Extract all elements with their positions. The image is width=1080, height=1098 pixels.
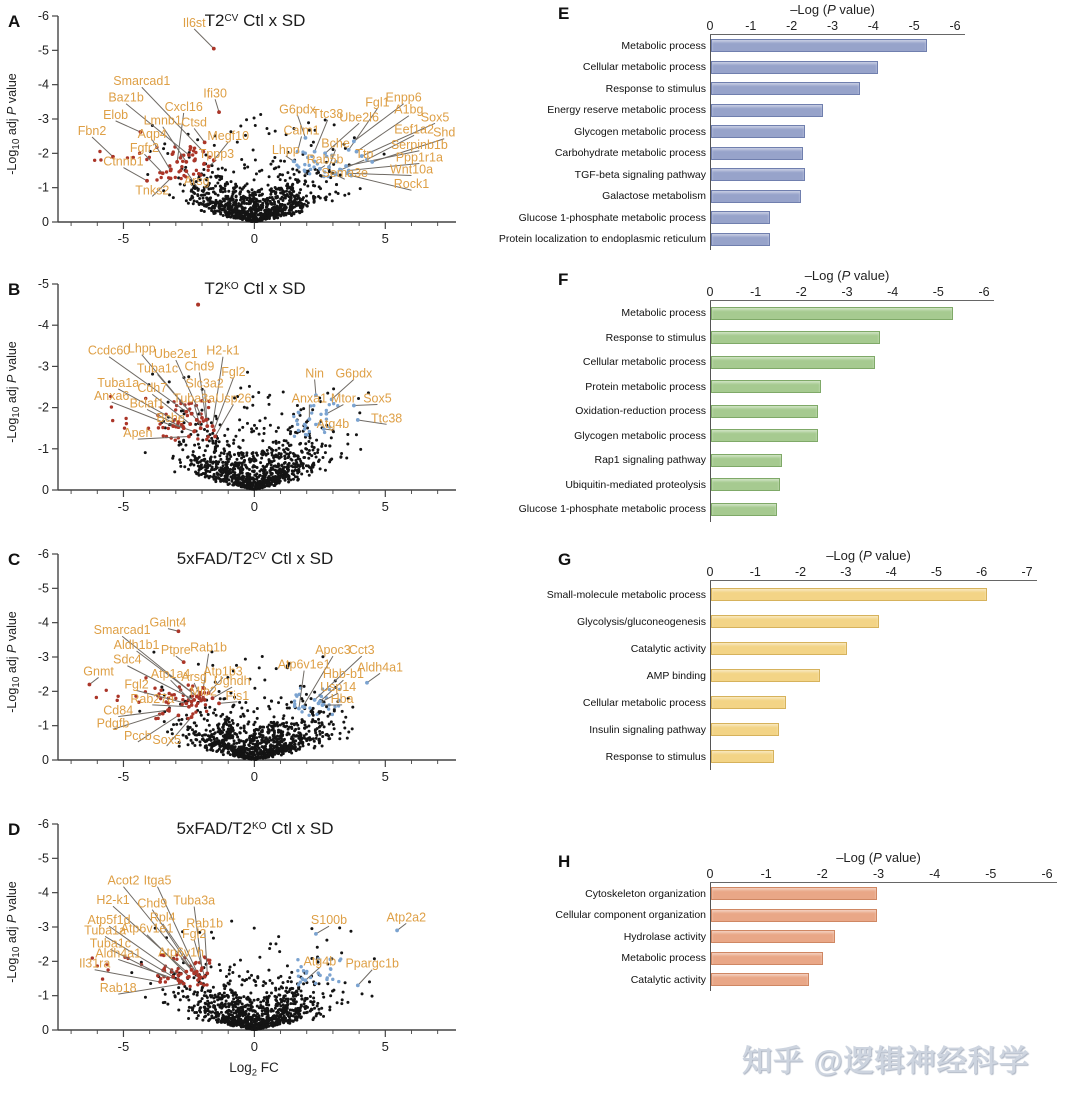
gene-label: Fgl2 xyxy=(124,677,149,692)
gene-label: Ppp1r1a xyxy=(395,150,443,165)
category-label: Ubiquitin-mediated proteolysis xyxy=(565,478,706,491)
gene-label: Atp1b3 xyxy=(203,664,243,679)
bar-row xyxy=(500,424,1080,449)
bar xyxy=(711,973,809,986)
x-tick-label: -5 xyxy=(117,769,130,784)
gene-label: Fbn2 xyxy=(77,124,107,139)
bar-tick-label: -4 xyxy=(929,867,941,881)
category-label: Metabolic process xyxy=(621,307,706,320)
y-tick-label: -3 xyxy=(37,112,49,126)
category-label: Glycolysis/gluconeogenesis xyxy=(577,615,706,628)
bar-axis-title: –Log (P value) xyxy=(836,850,921,865)
gene-label: Ccdc60 xyxy=(87,343,131,358)
bar-tick-label: -6 xyxy=(978,285,990,299)
bar-panel-F xyxy=(500,268,1080,522)
x-tick-label: 5 xyxy=(381,231,389,246)
bar-row xyxy=(500,57,1080,79)
gene-label: Pdgfb xyxy=(96,716,130,731)
gene-label: Acot2 xyxy=(107,873,140,888)
gene-label: Tuba1a xyxy=(84,923,127,938)
gene-label: Aldh4a1 xyxy=(357,660,404,675)
bar-tick-label: -2 xyxy=(786,19,798,33)
panel-letter: D xyxy=(8,820,21,839)
bar-tick-label: -5 xyxy=(908,19,920,33)
y-tick-label: -2 xyxy=(37,146,49,161)
gene-label: Ughdh xyxy=(213,674,251,689)
gene-label: Apeh xyxy=(123,426,153,441)
gene-label: Sox5 xyxy=(363,391,392,406)
y-tick-label: 0 xyxy=(42,215,49,229)
category-label: Response to stimulus xyxy=(605,82,706,95)
bar-axis-title: –Log (P value) xyxy=(804,268,890,283)
category-label: Metabolic process xyxy=(621,39,706,52)
gene-label: Tnks2 xyxy=(135,183,170,198)
gene-label: Il31ra xyxy=(79,956,111,971)
gene-label: Usp26 xyxy=(215,391,252,406)
bar-row xyxy=(500,969,1080,991)
gene-label: Wnt10a xyxy=(389,162,434,177)
bar-tick-label: -5 xyxy=(930,565,942,579)
gene-label: Atp6v1h xyxy=(158,945,205,960)
gene-label: Ppargc1b xyxy=(345,956,399,971)
category-label: AMP binding xyxy=(646,669,706,682)
gene-label: Cd84 xyxy=(103,703,134,718)
gene-label: G6pdx xyxy=(335,366,373,381)
category-label: Cellular component organization xyxy=(555,909,706,922)
bar xyxy=(711,478,780,491)
gene-label: Atp5f1d xyxy=(87,913,131,928)
y-tick-label: -1 xyxy=(37,988,49,1003)
gene-label: Apoc3 xyxy=(315,643,351,658)
gene-label: Eef1a2 xyxy=(394,122,434,137)
bar xyxy=(711,356,875,369)
gene-label: Il6st xyxy=(182,15,206,30)
bar xyxy=(711,588,987,601)
y-tick-label: -2 xyxy=(37,400,49,415)
x-tick-label: 5 xyxy=(381,1039,389,1054)
bar xyxy=(711,952,823,965)
bar-tick-label: -3 xyxy=(872,867,885,881)
bar xyxy=(711,454,782,467)
y-axis-label: -Log$_{10}$ adj P value xyxy=(5,341,22,443)
y-tick-label: -3 xyxy=(37,920,49,934)
bar xyxy=(711,39,927,52)
gene-label: Atg4b xyxy=(316,417,350,432)
bar-tick-label: -2 xyxy=(795,285,807,299)
bar xyxy=(711,887,877,900)
gene-label: Tuba1c xyxy=(136,361,179,376)
category-label: Cellular metabolic process xyxy=(582,696,706,709)
y-tick-label: -6 xyxy=(37,817,49,831)
gene-label: Rab1b xyxy=(190,640,227,655)
y-tick-label: -2 xyxy=(37,684,49,699)
bar-tick-label: -6 xyxy=(1041,867,1053,881)
bar xyxy=(711,405,818,418)
category-label: Glycogen metabolic process xyxy=(574,429,706,442)
bar-tick-label: -2 xyxy=(816,867,828,881)
gene-label: Enpp6 xyxy=(385,90,422,105)
category-label: Catalytic activity xyxy=(630,642,706,655)
gene-label: Usp14 xyxy=(320,680,357,695)
bar-row xyxy=(500,608,1080,635)
panel-letter: H xyxy=(558,852,571,871)
gene-label: Chd9 xyxy=(137,896,168,911)
gene-label: Rab18 xyxy=(99,981,137,996)
category-label: Carbohydrate metabolic process xyxy=(554,147,706,160)
panel-letter: E xyxy=(558,4,570,23)
bar-tick-label: -5 xyxy=(985,867,997,881)
gene-label: Rock1 xyxy=(393,177,430,192)
gene-label: Mtor xyxy=(330,391,356,406)
y-tick-label: -5 xyxy=(37,851,49,866)
bar-row xyxy=(500,883,1080,905)
bar-row xyxy=(500,143,1080,165)
gene-label: Serpinb1b xyxy=(390,137,448,152)
gene-label: Ube2e1 xyxy=(153,347,198,362)
gene-label: Bclaf1 xyxy=(129,396,165,411)
bar-row xyxy=(500,78,1080,100)
bar xyxy=(711,211,770,224)
gene-label: Ptpre xyxy=(160,643,191,658)
bar-row xyxy=(500,716,1080,743)
gene-label: Hba xyxy=(330,691,354,706)
y-tick-label: 0 xyxy=(42,753,49,767)
category-label: Cellular metabolic process xyxy=(582,356,706,369)
y-tick-label: -5 xyxy=(37,277,49,291)
gene-label: Nin xyxy=(305,366,324,381)
bar-axis-title: –Log (P value) xyxy=(826,548,911,563)
y-tick-label: -3 xyxy=(37,650,49,664)
x-axis-label: Log$_2$ FC xyxy=(229,1060,279,1079)
bar xyxy=(711,750,774,763)
gene-label: Fgl1 xyxy=(365,95,390,110)
bar-tick-label: -3 xyxy=(826,19,839,33)
gene-label: Ctsd xyxy=(181,115,208,130)
gene-label: Atp1a4 xyxy=(150,667,191,682)
bar-row xyxy=(500,164,1080,186)
bar xyxy=(711,503,777,516)
panel-letter: G xyxy=(558,550,572,569)
gene-label: Atp6v1e1 xyxy=(277,657,331,672)
bar xyxy=(711,642,847,655)
x-tick-label: 5 xyxy=(381,769,389,784)
y-tick-label: -4 xyxy=(37,885,49,900)
gene-label: Tppp3 xyxy=(198,147,235,162)
bar-tick-label: 0 xyxy=(706,19,714,33)
gene-label: Ttc38 xyxy=(312,106,344,121)
gene-label: Galnt4 xyxy=(149,615,187,630)
bar-row xyxy=(500,301,1080,326)
category-label: Oxidation-reduction process xyxy=(575,405,706,418)
y-tick-label: -3 xyxy=(37,359,49,374)
bar-tick-label: -7 xyxy=(1021,565,1033,579)
y-axis-label: -Log$_{10}$ adj P value xyxy=(5,881,22,983)
gene-label: Arsg xyxy=(181,669,208,684)
bar xyxy=(711,190,801,203)
bar-tick-label: -1 xyxy=(745,19,757,33)
gene-label: H2-k1 xyxy=(96,893,130,908)
bar-tick-label: -1 xyxy=(750,285,762,299)
gene-label: Atp2a2 xyxy=(386,910,427,925)
bar-tick-label: 0 xyxy=(706,565,714,579)
gene-label: Elob xyxy=(103,107,129,122)
y-axis-label: -Log$_{10}$ adj P value xyxy=(5,73,22,175)
bar-tick-label: -5 xyxy=(932,285,944,299)
panel-title: $T2^{CV}$ Ctl x SD xyxy=(204,11,306,30)
gene-label: G6pdx xyxy=(279,102,317,117)
category-label: Rap1 signaling pathway xyxy=(594,454,706,467)
gene-label: Fis1 xyxy=(225,688,250,703)
gene-label: Gnmt xyxy=(83,664,114,679)
category-label: Glycogen metabolic process xyxy=(574,125,706,138)
bar-panel-G xyxy=(500,548,1080,770)
bar xyxy=(711,125,805,138)
gene-label: Sdc4 xyxy=(113,652,142,667)
bar xyxy=(711,104,823,117)
gene-label: Anxa6 xyxy=(93,389,130,404)
category-label: Glucose 1-phosphate metabolic process xyxy=(518,211,706,224)
category-label: Cellular metabolic process xyxy=(582,61,706,74)
gene-label: Lmnb1 xyxy=(143,113,182,128)
y-tick-label: -6 xyxy=(37,547,49,561)
bar-tick-label: -3 xyxy=(840,565,852,579)
gene-label: Ttp xyxy=(355,147,374,162)
gene-label: Fgl2 xyxy=(221,364,246,379)
y-tick-label: -1 xyxy=(37,718,49,733)
bar-axis-title: –Log (P value) xyxy=(790,2,875,17)
gene-label: Ttc38 xyxy=(370,411,403,426)
gene-label: Tuba3a xyxy=(173,391,216,406)
category-label: Protein metabolic process xyxy=(585,380,706,393)
category-label: TGF-beta signaling pathway xyxy=(574,168,706,181)
bar-tick-label: -1 xyxy=(760,867,772,881)
gene-label: Aldh4a1 xyxy=(95,946,142,961)
gene-label: Pccb xyxy=(123,728,152,743)
y-axis-label: -Log$_{10}$ adj P value xyxy=(5,611,22,713)
x-tick-label: 0 xyxy=(250,231,258,246)
bar-row xyxy=(500,743,1080,770)
gene-label: Tuba1c xyxy=(89,936,131,951)
gene-label: Cct3 xyxy=(348,643,375,658)
category-label: Catalytic activity xyxy=(630,973,706,986)
y-tick-label: -1 xyxy=(37,180,49,195)
y-tick-label: -1 xyxy=(37,441,49,456)
bar xyxy=(711,147,803,160)
gene-label: Chd9 xyxy=(184,359,215,374)
x-tick-label: 0 xyxy=(250,769,258,784)
bar xyxy=(711,82,860,95)
volcano-panel-C xyxy=(0,538,470,800)
bar-tick-label: -2 xyxy=(795,565,807,579)
bar-row xyxy=(500,662,1080,689)
gene-label: Sox5 xyxy=(152,733,181,748)
bar-row xyxy=(500,905,1080,927)
x-tick-label: 5 xyxy=(381,499,389,514)
y-tick-label: -4 xyxy=(37,318,49,333)
bar-tick-label: 0 xyxy=(706,285,714,299)
gene-label: Aldh1b1 xyxy=(113,637,160,652)
gene-label: Tuba1a xyxy=(97,375,140,390)
bar-row xyxy=(500,497,1080,522)
category-label: Hydrolase activity xyxy=(623,930,706,943)
bar-row xyxy=(500,581,1080,608)
watermark: 知乎 @逻辑神经科学 xyxy=(742,1045,1030,1078)
bar-row xyxy=(500,121,1080,143)
bar-tick-label: -6 xyxy=(949,19,961,33)
bar-row xyxy=(500,399,1080,424)
bar-panel-E xyxy=(500,2,1080,250)
gene-label: Cxcl16 xyxy=(164,99,203,114)
gene-label: Calm1 xyxy=(283,123,320,138)
gene-label: Itga5 xyxy=(143,873,172,888)
bar xyxy=(711,307,953,320)
bar-row xyxy=(500,35,1080,57)
bar xyxy=(711,380,821,393)
gene-label: Sox5 xyxy=(420,110,450,125)
gene-label: Ctnnb1 xyxy=(103,154,144,169)
bar xyxy=(711,909,877,922)
bar-row xyxy=(500,207,1080,229)
panel-title: $T2^{KO}$ Ctl x SD xyxy=(204,279,306,298)
bar-panel-H xyxy=(500,850,1080,991)
gene-label: Bche xyxy=(156,410,185,425)
gene-label: Rab5b xyxy=(306,152,344,167)
gene-label: Shd xyxy=(433,125,456,140)
bar-row xyxy=(500,689,1080,716)
bar xyxy=(711,696,786,709)
y-tick-label: -6 xyxy=(37,9,49,23)
bar-tick-label: 0 xyxy=(706,867,714,881)
bar-row xyxy=(500,229,1080,251)
gene-label: Anxa1 xyxy=(291,391,328,406)
gene-label: Bche xyxy=(321,136,350,151)
volcano-panel-A xyxy=(0,0,470,262)
bar xyxy=(711,61,878,74)
y-tick-label: -5 xyxy=(37,43,49,58)
bar xyxy=(711,429,818,442)
category-label: Insulin signaling pathway xyxy=(589,723,706,736)
x-tick-label: 0 xyxy=(250,499,258,514)
x-tick-label: -5 xyxy=(117,231,130,246)
gene-label: Smarcad1 xyxy=(113,74,171,89)
bar-row xyxy=(500,948,1080,970)
gene-label: Smarcad1 xyxy=(93,623,151,638)
bar-tick-label: -1 xyxy=(749,565,761,579)
gene-label: Ube2l6 xyxy=(339,110,379,125)
bar xyxy=(711,723,779,736)
bar-row xyxy=(500,375,1080,400)
bar-row xyxy=(500,448,1080,473)
gene-label: Baz1b xyxy=(108,90,144,105)
gene-label: S100b xyxy=(310,913,348,928)
bar-row xyxy=(500,100,1080,122)
gene-label: Rpl4 xyxy=(149,910,176,925)
gene-label: Ifi30 xyxy=(203,86,227,101)
panel-letter: B xyxy=(8,280,21,299)
bar-row xyxy=(500,473,1080,498)
gene-label: Rab27a xyxy=(130,691,175,706)
category-label: Cytoskeleton organization xyxy=(585,887,706,900)
panel-title: $5xFAD/T2^{KO}$ Ctl x SD xyxy=(176,819,334,838)
bar xyxy=(711,930,835,943)
bar xyxy=(711,331,880,344)
gene-label: Arsg xyxy=(183,173,210,188)
bar-tick-label: -6 xyxy=(976,565,988,579)
bar-row xyxy=(500,186,1080,208)
bar-tick-label: -4 xyxy=(885,565,897,579)
gene-label: Megf10 xyxy=(207,129,250,144)
category-label: Energy reserve metabolic process xyxy=(547,104,706,117)
bar xyxy=(711,669,820,682)
y-tick-label: -5 xyxy=(37,581,49,596)
y-tick-label: 0 xyxy=(42,1023,49,1037)
gene-label: Lhpp xyxy=(271,142,300,157)
x-tick-label: -5 xyxy=(117,499,130,514)
gene-label: Slc3a2 xyxy=(185,376,224,391)
y-tick-label: 0 xyxy=(42,483,49,497)
category-label: Response to stimulus xyxy=(605,331,706,344)
gene-label: A1bg xyxy=(394,102,424,117)
category-label: Small-molecule metabolic process xyxy=(546,588,706,601)
gene-label: Mib2 xyxy=(189,684,217,699)
panel-letter: A xyxy=(8,12,21,31)
bar-row xyxy=(500,326,1080,351)
gene-label: Lhpp xyxy=(127,341,156,356)
gene-label: H2-k1 xyxy=(206,343,240,358)
gene-label: Sema3e xyxy=(321,166,368,181)
gene-label: Fgl2 xyxy=(181,926,207,941)
gene-label: Tuba3a xyxy=(173,893,216,908)
gene-label: Rab1b xyxy=(186,916,224,931)
volcano-panel-B xyxy=(0,268,470,530)
bar-row xyxy=(500,635,1080,662)
panel-letter: F xyxy=(558,270,569,289)
y-tick-label: -4 xyxy=(37,77,49,92)
gene-label: Cdh7 xyxy=(137,381,168,396)
panel-letter: C xyxy=(8,550,21,569)
gene-label: Atg4b xyxy=(303,954,337,969)
bar xyxy=(711,168,805,181)
bar-tick-label: -4 xyxy=(887,285,899,299)
gene-label: Fgfr2 xyxy=(129,141,160,156)
gene-label: Aqp4 xyxy=(137,126,167,141)
volcano-panel-D xyxy=(0,808,470,1070)
category-label: Response to stimulus xyxy=(605,750,706,763)
bar-tick-label: -4 xyxy=(867,19,879,33)
category-label: Metabolic process xyxy=(621,952,706,965)
y-tick-label: -2 xyxy=(37,954,49,969)
bar xyxy=(711,615,879,628)
bar-row xyxy=(500,926,1080,948)
gene-label: Atp6v1e1 xyxy=(120,921,174,936)
category-label: Glucose 1-phosphate metabolic process xyxy=(518,503,706,516)
category-label: Galactose metabolism xyxy=(602,190,706,203)
panel-title: $5xFAD/T2^{CV}$ Ctl x SD xyxy=(176,549,334,568)
bar-row xyxy=(500,350,1080,375)
bar xyxy=(711,233,770,246)
gene-label: Hbb-b1 xyxy=(322,667,364,682)
bar-tick-label: -3 xyxy=(841,285,853,299)
category-label: Protein localization to endoplasmic reticulum xyxy=(498,233,706,246)
x-tick-label: -5 xyxy=(117,1039,130,1054)
y-tick-label: -4 xyxy=(37,615,49,630)
x-tick-label: 0 xyxy=(250,1039,258,1054)
